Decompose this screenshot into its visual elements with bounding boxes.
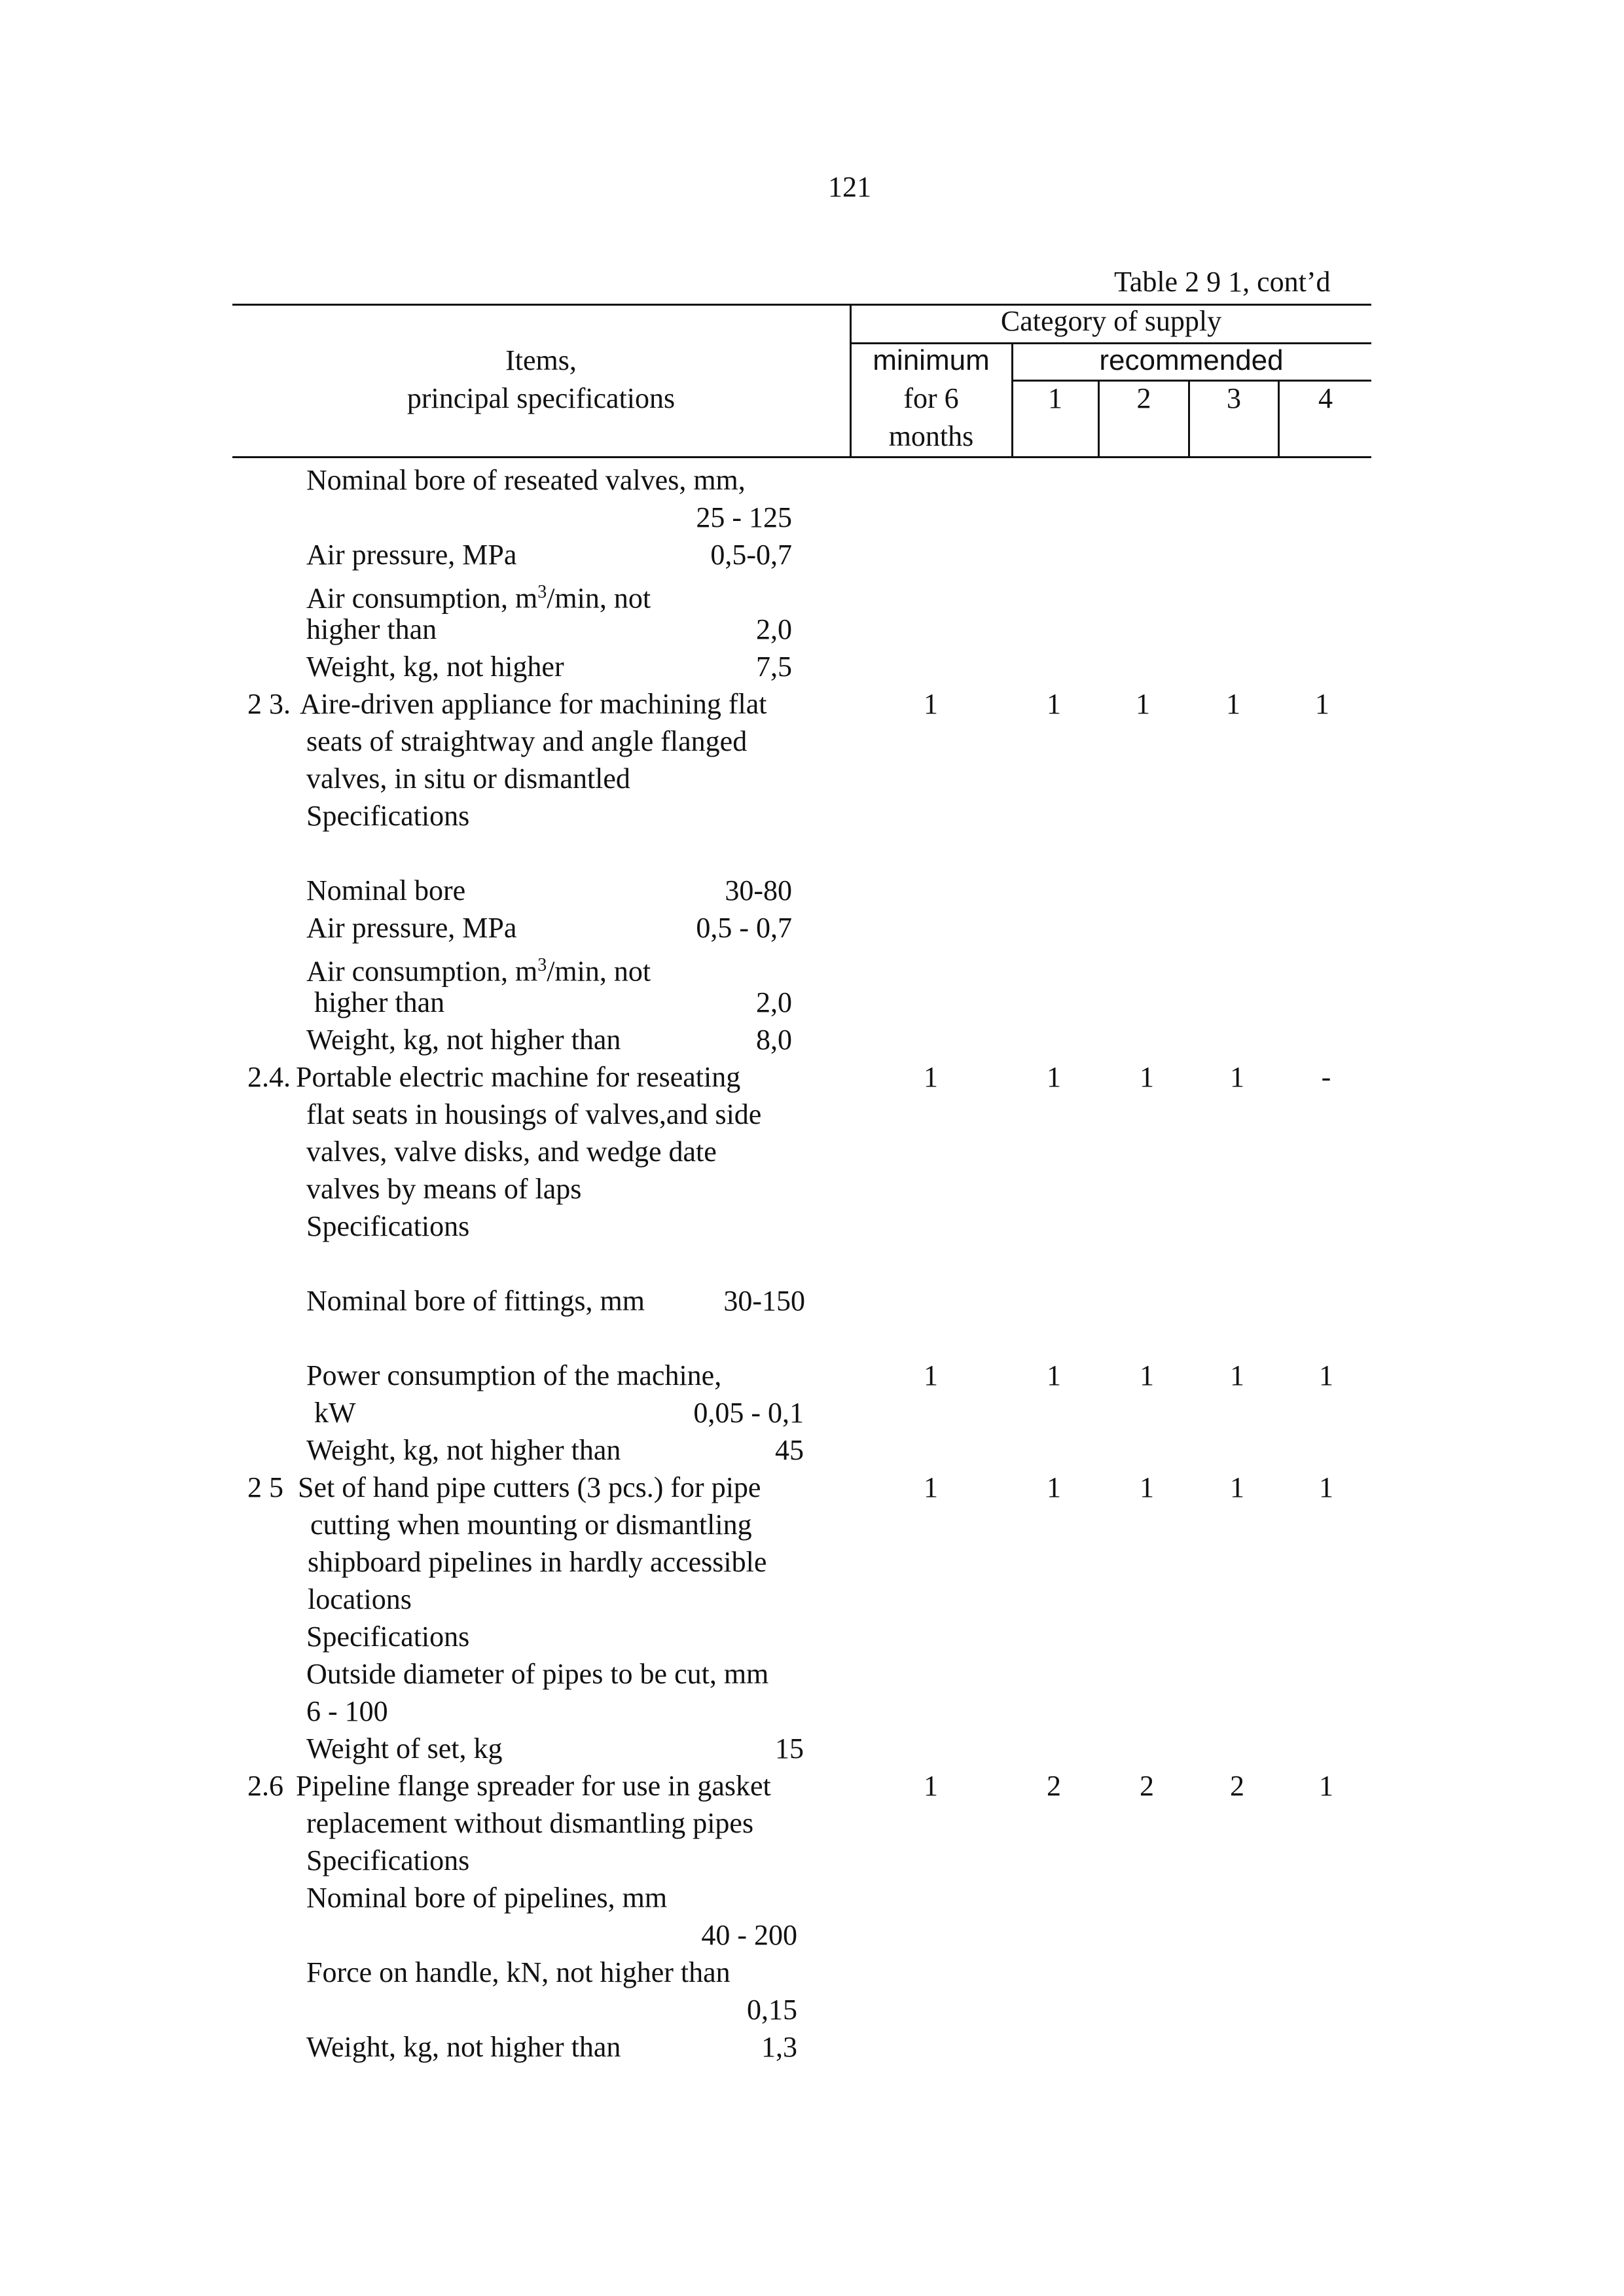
supply-minimum: 1 (924, 1061, 938, 1093)
supply-rec-3: 1 (1226, 688, 1240, 720)
spec-label: kW (314, 1397, 356, 1429)
spec-value: 30-150 (723, 1285, 805, 1317)
item-line: flat seats in housings of valves,and side (306, 1098, 762, 1130)
minimum-sub-1: for 6 (903, 382, 959, 414)
supply-rec-2: 2 (1140, 1770, 1154, 1802)
supply-minimum: 1 (924, 1471, 938, 1503)
supply-rec-4: 1 (1319, 1471, 1333, 1503)
spec-label: Force on handle, kN, not higher than (306, 1956, 731, 1988)
item-line: Portable electric machine for reseating (296, 1061, 741, 1093)
item-number: 2.4. (247, 1061, 291, 1093)
item-line: Specifications (306, 1621, 470, 1653)
item-line: Set of hand pipe cutters (3 pcs.) for pipe (298, 1471, 761, 1503)
item-line: replacement without dismantling pipes (306, 1807, 754, 1839)
item-line: Outside diameter of pipes to be cut, mm (306, 1658, 769, 1690)
spec-value: 45 (775, 1434, 804, 1466)
supply-rec-1: 2 (1047, 1770, 1061, 1802)
item-line: cutting when mounting or dismantling (310, 1509, 752, 1541)
spec-label: Air consumption, $m^3/\min$, not (306, 955, 651, 988)
spec-value: 0,05 - 0,1 (693, 1397, 804, 1429)
item-line: Specifications (306, 800, 470, 832)
item-line: Pipeline flange spreader for use in gasket (296, 1770, 771, 1802)
supply-rec-3: 1 (1230, 1061, 1244, 1093)
supply-minimum: 1 (924, 1359, 938, 1391)
spec-value: 25 - 125 (696, 501, 792, 533)
item-line: Aire-driven appliance for machining flat (300, 688, 767, 720)
recommended-header: recommended (1099, 344, 1284, 376)
spec-value: 40 - 200 (701, 1919, 797, 1951)
item-line: Nominal bore of pipelines, mm (306, 1882, 668, 1914)
supply-rec-1: 1 (1047, 688, 1061, 720)
spec-label: Weight of set, kg (306, 1732, 503, 1765)
supply-minimum: 1 (924, 688, 938, 720)
item-line: valves, valve disks, and wedge date (306, 1136, 717, 1168)
spec-label: Nominal bore (306, 874, 466, 906)
spec-value: 8,0 (756, 1024, 792, 1056)
supply-rec-4: - (1321, 1061, 1331, 1093)
item-number: 2 3. (247, 688, 291, 720)
supply-rec-3: 1 (1230, 1471, 1244, 1503)
item-line: 6 - 100 (306, 1695, 388, 1727)
item-line: valves by means of laps (306, 1173, 582, 1205)
rec-col-4: 4 (1318, 382, 1333, 414)
spec-value: 15 (775, 1732, 804, 1765)
supply-rec-2: 1 (1136, 688, 1150, 720)
supply-minimum: 1 (924, 1770, 938, 1802)
spec-value: 2,0 (756, 986, 792, 1018)
supply-rec-2: 1 (1140, 1061, 1154, 1093)
spec-label: Weight, kg, not higher than (306, 2031, 621, 2063)
spec-label: Weight, kg, not higher than (306, 1434, 621, 1466)
spec-label: Air pressure, MPa (306, 912, 517, 944)
spec-label: Nominal bore of reseated valves, mm, (306, 464, 746, 496)
minimum-sub-2: months (888, 420, 974, 452)
spec-value: 7,5 (756, 651, 792, 683)
spec-label: Air consumption, $m^3/\min$, not (306, 582, 651, 615)
spec-label: Weight, kg, not higher (306, 651, 564, 683)
item-line: shipboard pipelines in hardly accessible (308, 1546, 767, 1578)
category-header: Category of supply (1000, 305, 1222, 337)
spec-value: 0,5 - 0,7 (696, 912, 792, 944)
spec-value: 2,0 (756, 613, 792, 645)
spec-label: Weight, kg, not higher than (306, 1024, 621, 1056)
spec-label: Nominal bore of fittings, mm (306, 1285, 645, 1317)
supply-rec-4: 1 (1319, 1770, 1333, 1802)
header-bottom-rule (232, 456, 1371, 458)
rec-col-3: 3 (1227, 382, 1241, 414)
item-line: Specifications (306, 1210, 470, 1242)
spec-label: Air pressure, MPa (306, 539, 517, 571)
items-header: Items, (505, 344, 577, 376)
item-line: locations (308, 1583, 412, 1615)
item-number: 2 5 (247, 1471, 283, 1503)
supply-rec-1: 1 (1047, 1471, 1061, 1503)
spec-value: 0,5-0,7 (710, 539, 792, 571)
spec-value: 1,3 (761, 2031, 797, 2063)
supply-rec-3: 2 (1230, 1770, 1244, 1802)
rec-col-2: 2 (1136, 382, 1151, 414)
specs-header: principal specifications (406, 382, 676, 414)
supply-rec-4: 1 (1319, 1359, 1333, 1391)
supply-rec-1: 1 (1047, 1061, 1061, 1093)
item-number: 2.6 (247, 1770, 283, 1802)
item-line: seats of straightway and angle flanged (306, 725, 748, 757)
supply-rec-4: 1 (1315, 688, 1329, 720)
spec-value: 30-80 (725, 874, 792, 906)
item-line: Specifications (306, 1844, 470, 1876)
supply-rec-2: 1 (1140, 1359, 1154, 1391)
minimum-header: minimum (873, 344, 990, 376)
supply-rec-3: 1 (1230, 1359, 1244, 1391)
item-line: valves, in situ or dismantled (306, 762, 630, 795)
page-number: 121 (828, 171, 871, 203)
spec-label: Power consumption of the machine, (306, 1359, 722, 1391)
supply-rec-1: 1 (1047, 1359, 1061, 1391)
spec-label: higher than (306, 613, 437, 645)
supply-rec-2: 1 (1140, 1471, 1154, 1503)
table-caption: Table 2 9 1, cont’d (1114, 266, 1331, 298)
rec-col-1: 1 (1048, 382, 1062, 414)
spec-label: higher than (314, 986, 445, 1018)
spec-value: 0,15 (747, 1994, 797, 2026)
